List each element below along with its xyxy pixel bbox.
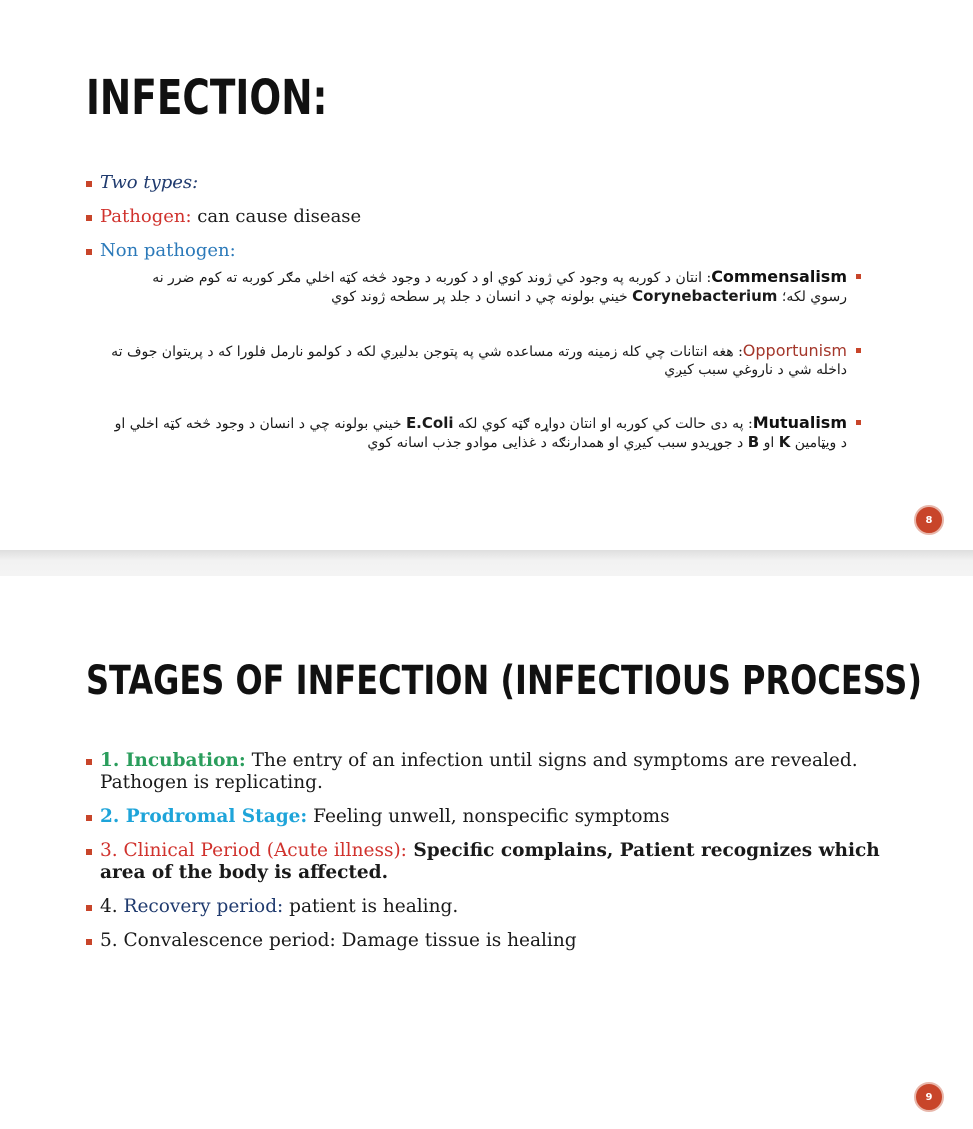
incubation-text: The entry of an infection until signs and symptoms are revealed. Pathogen is replicating.: [100, 750, 858, 793]
opportunism-label: Opportunism: [742, 341, 847, 360]
convalescence-label: 5. Convalescence period:: [100, 930, 336, 951]
corynebacterium-text: Corynebacterium: [632, 287, 778, 305]
sub-bullet-commensalism: [87, 268, 847, 306]
mutualism-label: Mutualism: [752, 413, 847, 432]
opportunism-line1: : هغه انتانات چي کله زمینه ورته مساعده شي په پتوجن بدليږي لکه د کولمو نارمل فلورا که د پریتوان جوف ته: [111, 344, 743, 360]
slide-9: [0, 576, 973, 1129]
stage-convalescence: [86, 930, 886, 952]
clinical-label: 3. Clinical Period (Acute illness):: [100, 840, 407, 861]
commensalism-line2-pre: رسوي لکه؛: [777, 289, 847, 305]
mutualism-line2-pre: د ویټامین: [790, 435, 847, 451]
vitamin-k-text: K: [778, 433, 791, 451]
stage-recovery: [86, 896, 886, 918]
mutualism-line1-pre: : په دی حالت کي کوربه او انتان دواړه ګټه کوي لکه: [453, 416, 753, 432]
clinical-text: Specific complains, Patient recognizes which area of the body is affected.: [100, 840, 880, 883]
bullet-list: [86, 172, 361, 274]
mutualism-line2-post: د جوړیدو سبب کیږي او همدارنګه د غذایی موادو جذب اسانه کوي: [367, 435, 748, 451]
convalescence-text: Damage tissue is healing: [335, 930, 577, 951]
nonpathogen-label: Non pathogen:: [100, 240, 236, 261]
stage-prodromal: [86, 806, 886, 828]
mutualism-line1-post: خیني بولونه چي د انسان د وجود څخه کټه اخلي او: [114, 416, 406, 432]
pathogen-text: can cause disease: [191, 206, 362, 227]
pathogen-label: Pathogen:: [100, 206, 192, 227]
slide-separator: [0, 550, 973, 576]
mutualism-line2-mid: او: [759, 435, 779, 451]
bullet-pathogen: [86, 206, 361, 228]
recovery-number: 4.: [100, 896, 124, 917]
recovery-text: patient is healing.: [283, 896, 459, 917]
stage-incubation: [86, 750, 886, 794]
opportunism-line2: داخله شي د ناروغي سبب کیږي: [664, 362, 847, 378]
recovery-label: Recovery period:: [123, 896, 284, 917]
bullet-two-types: [86, 172, 361, 194]
incubation-label: 1. Incubation:: [100, 750, 246, 771]
vitamin-b-text: B: [747, 433, 760, 451]
slide-title: INFECTION:: [86, 70, 328, 126]
commensalism-label: Commensalism: [711, 267, 847, 286]
stages-list: [86, 750, 886, 964]
ecoli-text: E.Coli: [405, 414, 454, 432]
commensalism-line1: : انتان د کوربه په وجود کي ژوند کوي او د کوربه د وجود څخه کټه اخلي مګر کوربه ته کوم ضرر نه: [152, 270, 712, 286]
slide-title: STAGES OF INFECTION (INFECTIOUS PROCESS): [86, 658, 922, 704]
stage-clinical: [86, 840, 886, 884]
bullet-nonpathogen: [86, 240, 361, 262]
slide-8: [0, 0, 973, 550]
prodromal-text: Feeling unwell, nonspecific symptoms: [307, 806, 670, 827]
sub-bullet-opportunism: [87, 342, 847, 379]
two-types-text: Two types:: [100, 172, 199, 193]
prodromal-label: 2. Prodromal Stage:: [100, 806, 308, 827]
page-number-badge: 9: [914, 1082, 944, 1112]
sub-bullet-mutualism: [87, 414, 847, 452]
commensalism-line2-post: خیني بولونه چي د انسان د جلد پر سطحه ژوند کوي: [331, 289, 633, 305]
page-number-badge: 8: [914, 505, 944, 535]
